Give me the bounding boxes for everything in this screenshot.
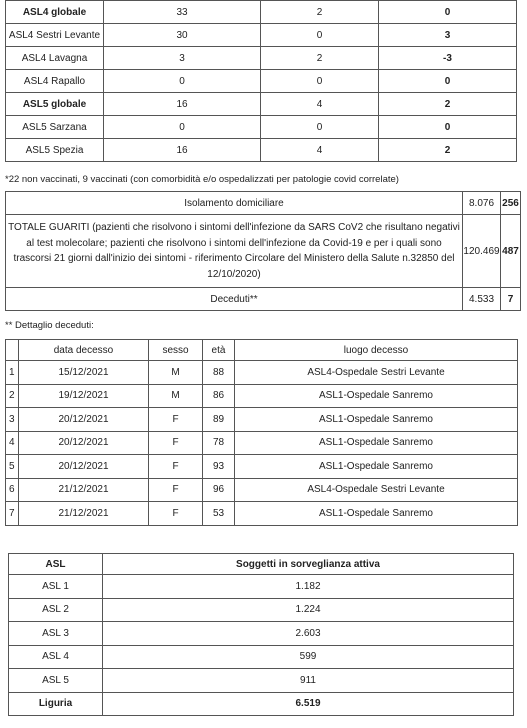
asl-delta: -3 [379, 47, 517, 70]
asl-delta: 3 [379, 24, 517, 47]
asl-value-1: 3 [104, 47, 261, 70]
asl-value-1: 0 [104, 70, 261, 93]
death-number: 4 [6, 431, 19, 455]
asl-value-1: 16 [104, 93, 261, 116]
death-age: 86 [203, 384, 235, 408]
surveillance-value: 599 [103, 645, 514, 669]
deaths-header-row [6, 340, 518, 361]
asl-name: ASL5 Sarzana [6, 116, 104, 139]
asl-value-2: 4 [261, 139, 379, 162]
surveillance-row [9, 669, 514, 693]
surveillance-row [9, 645, 514, 669]
header-asl: ASL [9, 554, 103, 575]
surveillance-table [8, 553, 514, 716]
death-place: ASL4-Ospedale Sestri Levante [235, 478, 518, 502]
summary-table [5, 191, 521, 311]
death-place: ASL1-Ospedale Sanremo [235, 384, 518, 408]
asl-name: ASL5 Spezia [6, 139, 104, 162]
surveillance-total-row [9, 692, 514, 716]
death-row [6, 431, 518, 455]
asl-delta: 0 [379, 70, 517, 93]
asl-row [6, 139, 517, 162]
death-sex: F [149, 502, 203, 526]
surveillance-total-label: Liguria [9, 692, 103, 716]
header-luogo-decesso: luogo decesso [235, 340, 518, 361]
death-age: 78 [203, 431, 235, 455]
header-data-decesso: data decesso [19, 340, 149, 361]
asl-delta: 0 [379, 1, 517, 24]
death-place: ASL4-Ospedale Sestri Levante [235, 361, 518, 385]
death-sex: F [149, 431, 203, 455]
surveillance-value: 2.603 [103, 622, 514, 646]
isolamento-delta: 256 [501, 192, 521, 215]
asl-value-2: 2 [261, 47, 379, 70]
asl-delta: 2 [379, 139, 517, 162]
death-place: ASL1-Ospedale Sanremo [235, 455, 518, 479]
death-sex: M [149, 361, 203, 385]
surveillance-value: 911 [103, 669, 514, 693]
death-number: 7 [6, 502, 19, 526]
asl-row [6, 116, 517, 139]
vaccination-footnote: *22 non vaccinati, 9 vaccinati (con comorbidità e/o ospedalizzati per patologie covid correlate) [5, 174, 399, 185]
deaths-detail-note: ** Dettaglio deceduti: [5, 320, 94, 331]
asl-row [6, 24, 517, 47]
death-number: 2 [6, 384, 19, 408]
death-date: 20/12/2021 [19, 431, 149, 455]
surveillance-row [9, 598, 514, 622]
deceduti-value: 4.533 [463, 288, 501, 311]
death-date: 21/12/2021 [19, 502, 149, 526]
death-sex: F [149, 408, 203, 432]
surveillance-value: 1.224 [103, 598, 514, 622]
isolamento-label: Isolamento domiciliare [6, 192, 463, 215]
death-age: 88 [203, 361, 235, 385]
asl-delta: 2 [379, 93, 517, 116]
surveillance-asl: ASL 1 [9, 575, 103, 599]
death-date: 20/12/2021 [19, 408, 149, 432]
surveillance-value: 1.182 [103, 575, 514, 599]
asl-row [6, 70, 517, 93]
surveillance-asl: ASL 5 [9, 669, 103, 693]
isolamento-value: 8.076 [463, 192, 501, 215]
asl-breakdown-table [5, 0, 517, 162]
death-age: 53 [203, 502, 235, 526]
deceduti-row [6, 288, 521, 311]
header-eta: età [203, 340, 235, 361]
surveillance-row [9, 622, 514, 646]
asl-value-1: 0 [104, 116, 261, 139]
asl-name: ASL4 Lavagna [6, 47, 104, 70]
header-sorveglianza: Soggetti in sorveglianza attiva [103, 554, 514, 575]
death-place: ASL1-Ospedale Sanremo [235, 431, 518, 455]
asl-value-2: 0 [261, 70, 379, 93]
surveillance-asl: ASL 3 [9, 622, 103, 646]
surveillance-total-value: 6.519 [103, 692, 514, 716]
death-row [6, 455, 518, 479]
deceduti-delta: 7 [501, 288, 521, 311]
asl-delta: 0 [379, 116, 517, 139]
asl-row [6, 47, 517, 70]
death-age: 93 [203, 455, 235, 479]
death-date: 15/12/2021 [19, 361, 149, 385]
asl-name: ASL4 Rapallo [6, 70, 104, 93]
death-number: 5 [6, 455, 19, 479]
header-sesso: sesso [149, 340, 203, 361]
death-sex: F [149, 478, 203, 502]
death-number: 6 [6, 478, 19, 502]
death-sex: F [149, 455, 203, 479]
asl-value-2: 0 [261, 24, 379, 47]
death-row [6, 384, 518, 408]
guariti-delta: 487 [501, 215, 521, 288]
guariti-value: 120.469 [463, 215, 501, 288]
death-date: 20/12/2021 [19, 455, 149, 479]
guariti-label: TOTALE GUARITI (pazienti che risolvono i sintomi dell'infezione da SARS CoV2 che risultano negativi al test molecolare; pazienti che risolvono i sintomi dell'infezione da Covid-19 e per i quali sono trascorsi 21 giorni dall'inizio dei sintomi - riferimento Circolare del Ministero della Salute n.32850 del 12/10/2020) [6, 215, 463, 288]
asl-value-2: 0 [261, 116, 379, 139]
death-place: ASL1-Ospedale Sanremo [235, 502, 518, 526]
death-age: 96 [203, 478, 235, 502]
death-sex: M [149, 384, 203, 408]
asl-value-1: 33 [104, 1, 261, 24]
death-number: 1 [6, 361, 19, 385]
death-row [6, 361, 518, 385]
death-number: 3 [6, 408, 19, 432]
death-age: 89 [203, 408, 235, 432]
death-row [6, 408, 518, 432]
asl-name: ASL4 Sestri Levante [6, 24, 104, 47]
header-num [6, 340, 19, 361]
deaths-detail-table [5, 339, 518, 526]
surveillance-row [9, 575, 514, 599]
surveillance-asl: ASL 2 [9, 598, 103, 622]
asl-value-1: 16 [104, 139, 261, 162]
surveillance-asl: ASL 4 [9, 645, 103, 669]
isolamento-row [6, 192, 521, 215]
death-place: ASL1-Ospedale Sanremo [235, 408, 518, 432]
asl-name: ASL4 globale [6, 1, 104, 24]
asl-row [6, 93, 517, 116]
deceduti-label: Deceduti** [6, 288, 463, 311]
death-row [6, 478, 518, 502]
death-date: 21/12/2021 [19, 478, 149, 502]
asl-value-1: 30 [104, 24, 261, 47]
guariti-row [6, 215, 521, 288]
asl-value-2: 4 [261, 93, 379, 116]
death-date: 19/12/2021 [19, 384, 149, 408]
asl-value-2: 2 [261, 1, 379, 24]
asl-row [6, 1, 517, 24]
surveillance-header-row [9, 554, 514, 575]
death-row [6, 502, 518, 526]
asl-name: ASL5 globale [6, 93, 104, 116]
